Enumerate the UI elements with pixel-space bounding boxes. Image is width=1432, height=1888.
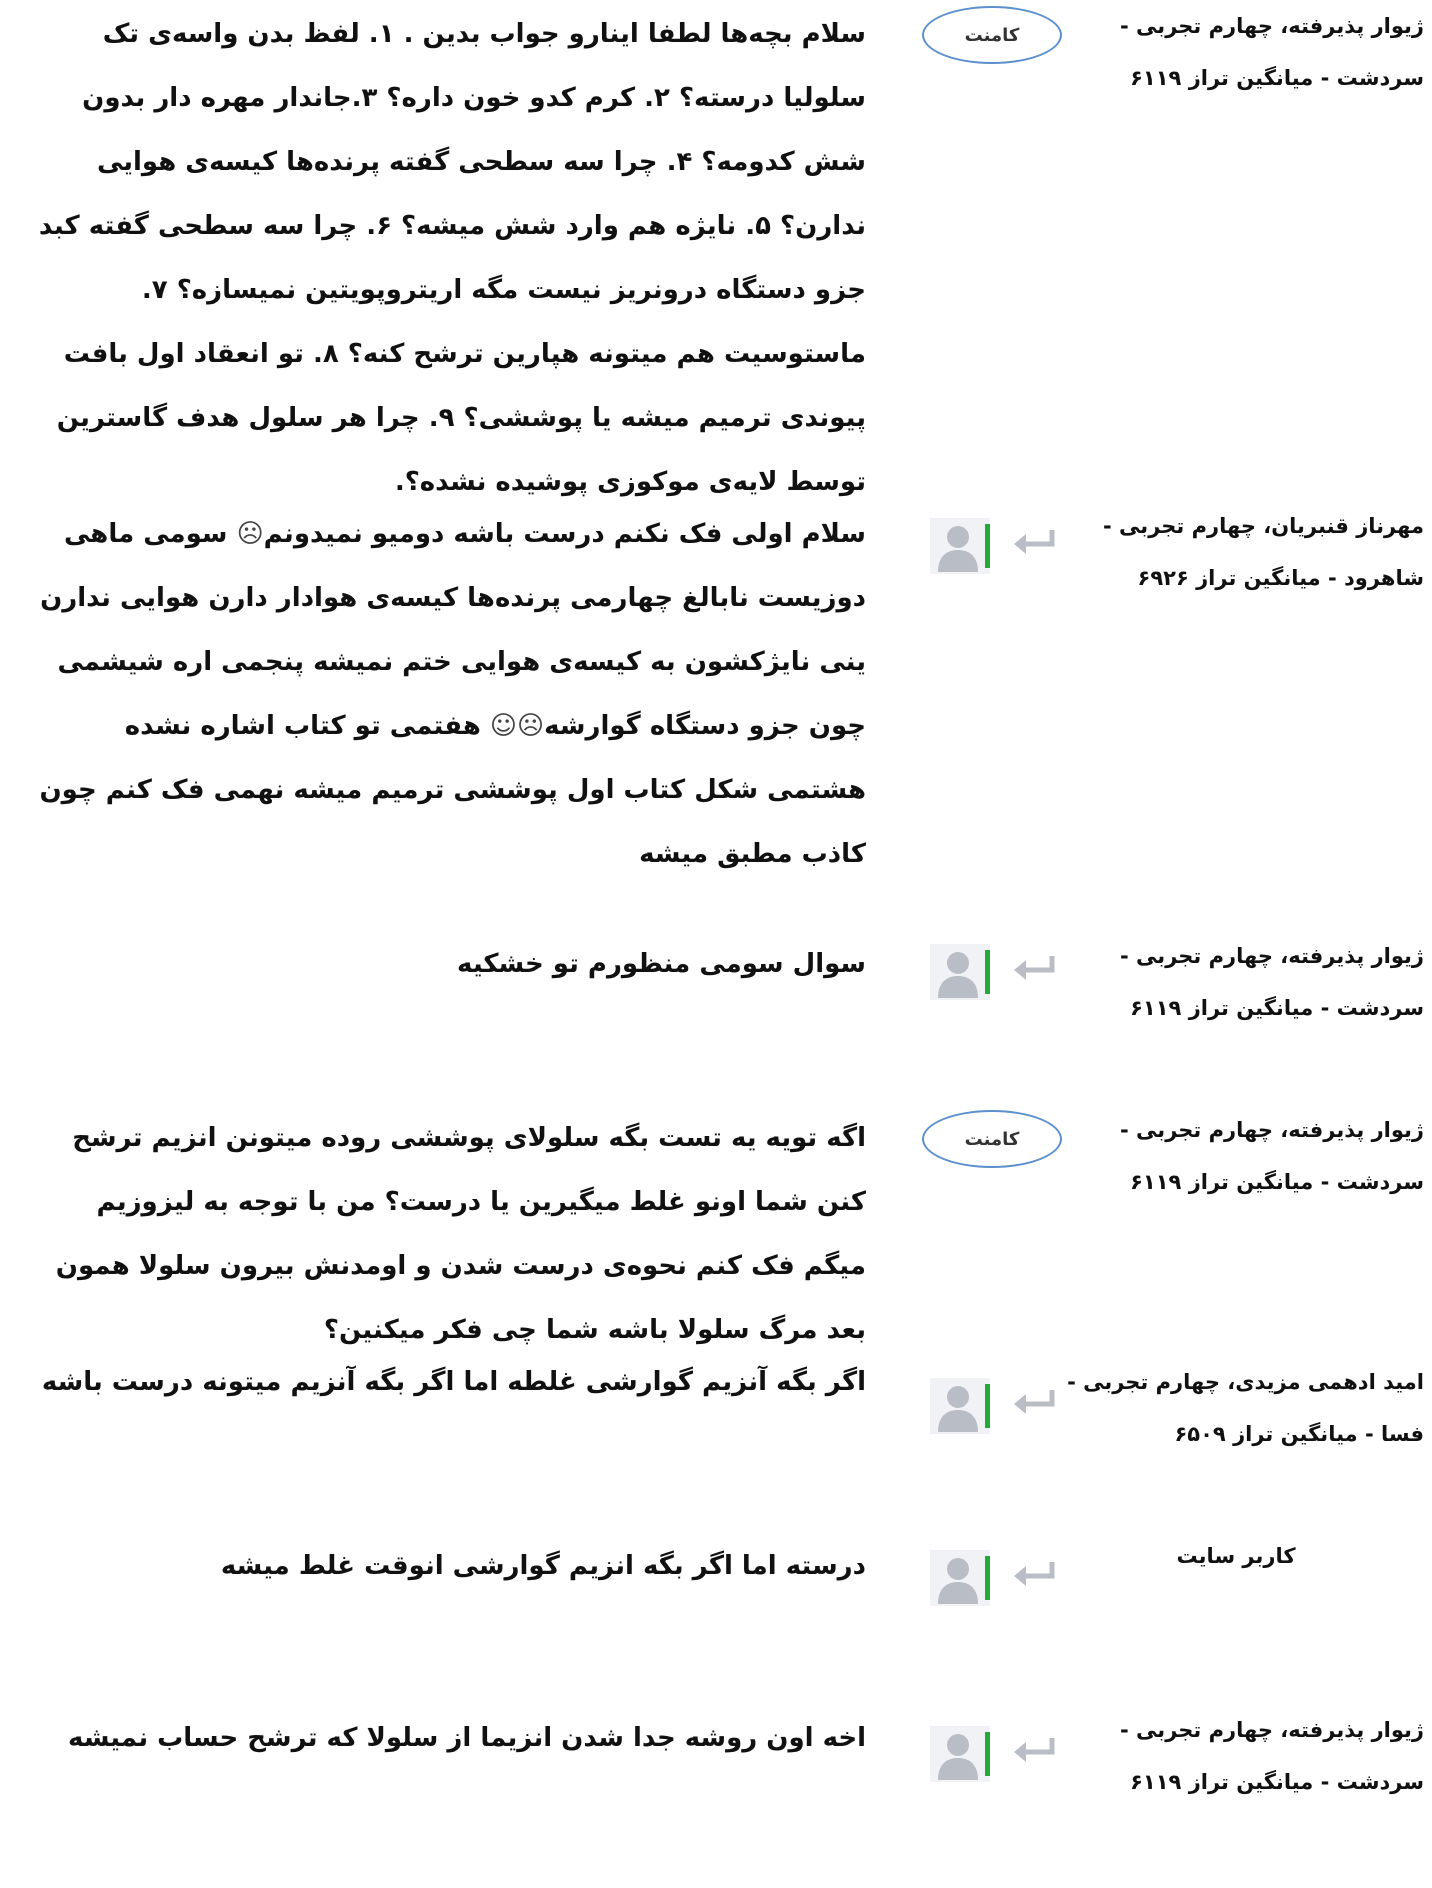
reply-text: درسته اما اگر بگه انزیم گوارشی انوقت غلط میشه xyxy=(220,1551,866,1581)
reply-text-part: هفتمی تو کتاب اشاره نشده هشتمی شکل کتاب اول پوششی ترمیم میشه نهمی فک کنم چون کاذب مطبق میشه xyxy=(39,711,866,869)
author-meta: سردشت - میانگین تراز ۶۱۱۹ xyxy=(1130,1170,1424,1194)
comment-text: سلام بچه‌ها لطفا اینارو جواب بدین . ۱. لفظ بدن واسه‌ی تک سلولیا درسته؟ ۲. کرم کدو خون داره؟ ۳.جاندار مهره دار بدون شش کدومه؟ ۴. چرا سه سطحی گفته پرنده‌ها کیسه‌ی هوایی ندارن؟ ۵. نایژه هم وارد شش میشه؟ ۶. چرا سه سطحی گفته کبد جزو دستگاه درونریز نیست مگه اریتروپویتین نمیسازه؟ ۷. ماستوسیت هم میتونه هپارین ترشح کنه؟ ۸. تو انعقاد اول بافت پیوندی ترمیم میشه یا پوششی؟ ۹. چرا هر سلول هدف گاسترین توسط لایه‌ی موکوزی پوشیده نشده؟. xyxy=(38,19,866,497)
author-meta: شاهرود - میانگین تراز ۶۹۲۶ xyxy=(1137,566,1424,590)
user-icon xyxy=(930,518,990,574)
reply-text: اگر بگه آنزیم گوارشی غلطه اما اگر بگه آنزیم میتونه درست باشه xyxy=(41,1367,866,1397)
reply-arrow-icon xyxy=(1010,1734,1058,1766)
avatar xyxy=(930,1378,990,1434)
author-meta: سردشت - میانگین تراز ۶۱۱۹ xyxy=(1130,66,1424,90)
reply-text: اخه اون روشه جدا شدن انزیما از سلولا که ترشح حساب نمیشه xyxy=(68,1723,866,1753)
reply-author xyxy=(1088,930,1424,1034)
reply-author xyxy=(1088,500,1424,604)
author-meta: فسا - میانگین تراز ۶۵۰۹ xyxy=(1174,1422,1424,1446)
avatar xyxy=(930,1550,990,1606)
author-name: ژیوار پذیرفته، چهارم تجربی - xyxy=(1120,1118,1424,1142)
comment-author xyxy=(1088,0,1424,104)
author-name: ژیوار پذیرفته، چهارم تجربی - xyxy=(1120,944,1424,968)
user-icon xyxy=(930,1550,990,1606)
reply-arrow-icon xyxy=(1010,952,1058,984)
avatar xyxy=(930,518,990,574)
avatar-accent-bar xyxy=(985,1384,990,1428)
author-name: کاربر سایت xyxy=(1176,1544,1296,1568)
avatar xyxy=(930,944,990,1000)
reply-arrow-icon xyxy=(1010,526,1058,558)
reply-author xyxy=(1067,1356,1424,1460)
author-meta: سردشت - میانگین تراز ۶۱۱۹ xyxy=(1130,1770,1424,1794)
comment-text: اگه تویه یه تست بگه سلولای پوششی روده میتونن انزیم ترشح کنن شما اونو غلط میگیرین یا درست؟ من با توجه به لیزوزیم میگم فک کنم نحوه‌ی درست شدن و اومدنش بیرون سلولا همون بعد مرگ سلولا باشه شما چی فکر میکنین؟ xyxy=(55,1123,866,1345)
user-icon xyxy=(930,1378,990,1434)
reply-text xyxy=(30,502,866,886)
reply-arrow-icon xyxy=(1010,1386,1058,1418)
reply-arrow-icon xyxy=(1010,1558,1058,1590)
author-meta: سردشت - میانگین تراز ۶۱۱۹ xyxy=(1130,996,1424,1020)
user-icon xyxy=(930,944,990,1000)
reply-author xyxy=(1088,1704,1424,1808)
comment-badge[interactable]: کامنت xyxy=(922,6,1062,64)
sad-face-icon: ☹ xyxy=(236,519,264,549)
author-name: مهرناز قنبریان، چهارم تجربی - xyxy=(1103,514,1424,538)
comment-author xyxy=(1088,1104,1424,1208)
reply-text: سوال سومی منظورم تو خشکیه xyxy=(457,949,866,979)
avatar-accent-bar xyxy=(985,524,990,568)
reply-author xyxy=(1088,1530,1424,1582)
author-name: ژیوار پذیرفته، چهارم تجربی - xyxy=(1120,14,1424,38)
avatar xyxy=(930,1726,990,1782)
avatar-accent-bar xyxy=(985,1556,990,1600)
comment-badge[interactable]: کامنت xyxy=(922,1110,1062,1168)
user-icon xyxy=(930,1726,990,1782)
avatar-accent-bar xyxy=(985,950,990,994)
author-name: ژیوار پذیرفته، چهارم تجربی - xyxy=(1120,1718,1424,1742)
reply-text-part: سومی ماهی دوزیست نابالغ چهارمی پرنده‌ها کیسه‌ی هوادار دارن هوایی ندارن ینی نایژکشون به کیسه‌ی هوایی ختم نمیشه پنجمی اره شیشمی چون جزو دستگاه گوارشه xyxy=(40,519,866,741)
author-name: امید ادهمی مزیدی، چهارم تجربی - xyxy=(1067,1370,1424,1394)
reply-text-part: سلام اولی فک نکنم درست باشه دومیو نمیدونم xyxy=(263,519,866,549)
smile-face-icon: ☹☺ xyxy=(489,711,545,741)
avatar-accent-bar xyxy=(985,1732,990,1776)
